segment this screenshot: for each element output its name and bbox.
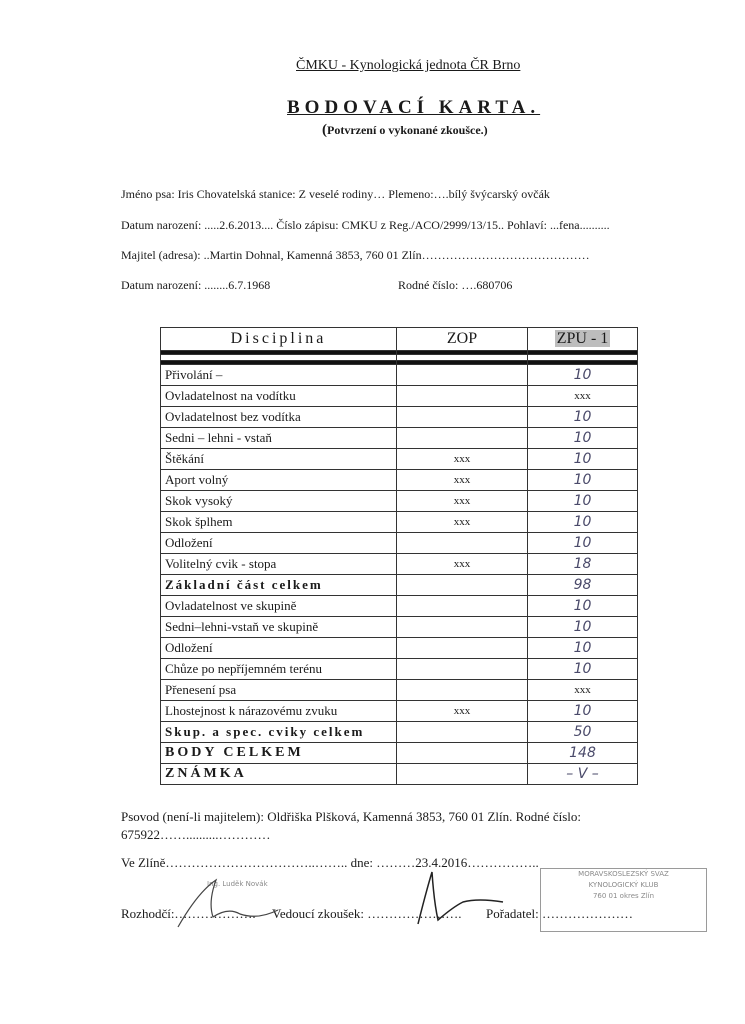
table-row bbox=[161, 365, 638, 386]
header-zpu bbox=[528, 328, 638, 351]
zop-cell: xxx bbox=[397, 512, 528, 533]
discipline-cell: Sedni – lehni - vstaň bbox=[161, 428, 397, 449]
judge-stamp: Ing. Luděk Novák bbox=[207, 880, 268, 888]
organizer-stamp bbox=[540, 868, 707, 932]
discipline-cell: Ovladatelnost ve skupině bbox=[161, 596, 397, 617]
zop-cell bbox=[397, 365, 528, 386]
header-discipline: Disciplina bbox=[161, 328, 397, 351]
zpu-score-cell: 50 bbox=[528, 722, 638, 743]
discipline-cell: Lhostejnost k nárazovému zvuku bbox=[161, 701, 397, 722]
table-row bbox=[161, 680, 638, 701]
zpu-score-cell: xxx bbox=[528, 680, 638, 701]
zop-cell: xxx bbox=[397, 470, 528, 491]
zpu-score-cell: 18 bbox=[528, 554, 638, 575]
zop-cell bbox=[397, 617, 528, 638]
discipline-cell: Odložení bbox=[161, 638, 397, 659]
leader-signature bbox=[398, 862, 508, 932]
discipline-cell: Štěkání bbox=[161, 449, 397, 470]
table-row bbox=[161, 386, 638, 407]
stamp-line: KYNOLOGICKÝ KLUB bbox=[588, 881, 659, 889]
zpu-score-cell: – V – bbox=[528, 764, 638, 785]
zpu-score-cell: 10 bbox=[528, 470, 638, 491]
zpu-score-cell: xxx bbox=[528, 386, 638, 407]
zop-cell: xxx bbox=[397, 491, 528, 512]
discipline-cell: Skok vysoký bbox=[161, 491, 397, 512]
zop-cell bbox=[397, 428, 528, 449]
discipline-cell: Ovladatelnost bez vodítka bbox=[161, 407, 397, 428]
zpu-score-cell: 10 bbox=[528, 512, 638, 533]
zop-cell: xxx bbox=[397, 701, 528, 722]
zpu-score-cell: 10 bbox=[528, 659, 638, 680]
zpu-score-cell: 10 bbox=[528, 617, 638, 638]
judge-label: Rozhodčí:………………. bbox=[121, 906, 256, 921]
zop-cell bbox=[397, 743, 528, 764]
document-subtitle bbox=[322, 122, 488, 139]
zpu-score-cell: 10 bbox=[528, 365, 638, 386]
discipline-cell: Volitelný cvik - stopa bbox=[161, 554, 397, 575]
stamp-line: MORAVSKOSLEZSKÝ SVAZ bbox=[578, 870, 669, 878]
table-row bbox=[161, 701, 638, 722]
zpu-score-cell: 98 bbox=[528, 575, 638, 596]
discipline-cell: Skok šplhem bbox=[161, 512, 397, 533]
zpu-score-cell: 10 bbox=[528, 449, 638, 470]
zop-cell bbox=[397, 386, 528, 407]
table-row bbox=[161, 554, 638, 575]
discipline-cell: Odložení bbox=[161, 533, 397, 554]
owner-address-line: Majitel (adresa): ..Martin Dohnal, Kamenná 3853, 760 01 Zlín…………………………………… bbox=[121, 248, 590, 262]
document-title: BODOVACÍ KARTA. bbox=[287, 97, 541, 118]
table-row bbox=[161, 428, 638, 449]
table-row bbox=[161, 491, 638, 512]
zpu-score-cell: 10 bbox=[528, 638, 638, 659]
judge-signature bbox=[168, 872, 288, 932]
table-row bbox=[161, 743, 638, 764]
table-row bbox=[161, 449, 638, 470]
zop-cell bbox=[397, 533, 528, 554]
discipline-cell: Aport volný bbox=[161, 470, 397, 491]
table-row bbox=[161, 575, 638, 596]
organization-heading: ČMKU - Kynologická jednota ČR Brno bbox=[296, 58, 521, 73]
subtitle-paren: ( bbox=[322, 122, 327, 138]
discipline-cell: Skup. a spec. cviky celkem bbox=[161, 722, 397, 743]
discipline-cell: Základní část celkem bbox=[161, 575, 397, 596]
discipline-cell: Chůze po nepříjemném terénu bbox=[161, 659, 397, 680]
exam-leader-label: Vedoucí zkoušek: …………………. bbox=[271, 906, 462, 921]
dog-registration-line: Datum narození: .....2.6.2013.... Číslo zápisu: CMKU z Reg./ACO/2999/13/15.. Pohlaví: ...fena.......... bbox=[121, 218, 610, 232]
zop-cell bbox=[397, 596, 528, 617]
table-row bbox=[161, 533, 638, 554]
zop-cell bbox=[397, 659, 528, 680]
zpu-score-cell: 148 bbox=[528, 743, 638, 764]
place-date-line: Ve Zlíně……………………………..…….. dne: ………23.4.2016…………….. bbox=[121, 855, 539, 870]
discipline-cell: Sedni–lehni-vstaň ve skupině bbox=[161, 617, 397, 638]
discipline-cell: Přivolání – bbox=[161, 365, 397, 386]
table-row bbox=[161, 470, 638, 491]
discipline-cell: Ovladatelnost na vodítku bbox=[161, 386, 397, 407]
table-row bbox=[161, 512, 638, 533]
zop-cell: xxx bbox=[397, 554, 528, 575]
header-zop: ZOP bbox=[397, 328, 528, 351]
table-row bbox=[161, 638, 638, 659]
score-table bbox=[160, 327, 638, 785]
organizer-label: Pořadatel: ………………… bbox=[486, 906, 633, 921]
table-row bbox=[161, 617, 638, 638]
zpu-score-cell: 10 bbox=[528, 533, 638, 554]
zpu-score-cell: 10 bbox=[528, 407, 638, 428]
zop-cell bbox=[397, 638, 528, 659]
table-row bbox=[161, 764, 638, 785]
discipline-cell: ZNÁMKA bbox=[161, 764, 397, 785]
zop-cell: xxx bbox=[397, 449, 528, 470]
zpu-score-cell: 10 bbox=[528, 701, 638, 722]
discipline-cell: Přenesení psa bbox=[161, 680, 397, 701]
zpu-score-cell: 10 bbox=[528, 491, 638, 512]
owner-birthdate: Datum narození: ........6.7.1968 bbox=[121, 278, 271, 292]
zpu-score-cell: 10 bbox=[528, 596, 638, 617]
handler-line: Psovod (není-li majitelem): Oldřiška Plšková, Kamenná 3853, 760 01 Zlín. Rodné číslo: 675922……..........………… bbox=[121, 809, 581, 842]
zop-cell bbox=[397, 407, 528, 428]
table-row bbox=[161, 659, 638, 680]
zop-cell bbox=[397, 764, 528, 785]
zop-cell bbox=[397, 722, 528, 743]
discipline-cell: BODY CELKEM bbox=[161, 743, 397, 764]
owner-id-number: Rodné číslo: ….680706 bbox=[398, 278, 513, 292]
table-row bbox=[161, 596, 638, 617]
subtitle-text: Potvrzení o vykonané zkoušce.) bbox=[327, 123, 488, 137]
table-row bbox=[161, 407, 638, 428]
zpu-score-cell: 10 bbox=[528, 428, 638, 449]
header-zpu-label: ZPU - 1 bbox=[556, 330, 609, 347]
stamp-line: 760 01 okres Zlín bbox=[592, 892, 655, 900]
zop-cell bbox=[397, 680, 528, 701]
dog-info-line: Jméno psa: Iris Chovatelská stanice: Z veselé rodiny… Plemeno:….bílý švýcarský ovčák bbox=[121, 187, 550, 201]
table-row bbox=[161, 722, 638, 743]
zop-cell bbox=[397, 575, 528, 596]
